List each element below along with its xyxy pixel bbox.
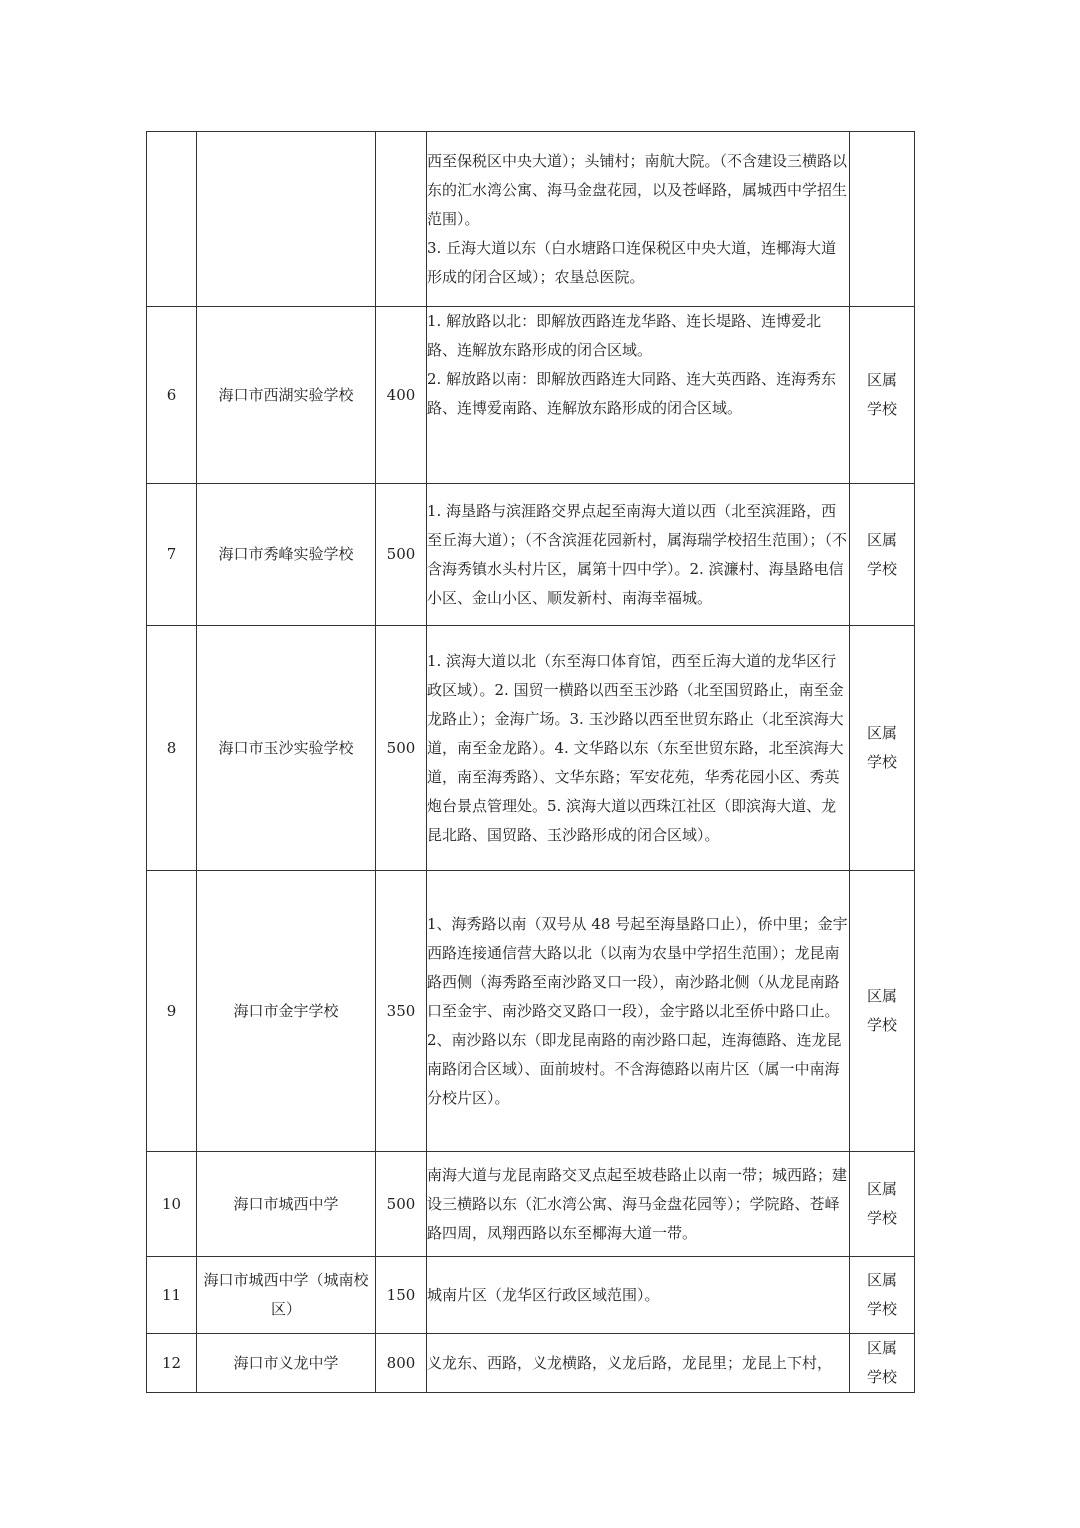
- school-name: [197, 1152, 376, 1257]
- enrollment-area: [427, 1152, 850, 1257]
- table-row: [147, 626, 915, 871]
- row-number: 9: [147, 871, 197, 1152]
- enrollment-count: 500: [376, 626, 427, 871]
- school-type: [850, 1334, 915, 1393]
- school-type: [850, 871, 915, 1152]
- area-paragraph: 义龙东、西路，义龙横路，义龙后路，龙昆里；龙昆上下村，: [427, 1353, 833, 1372]
- row-number: 12: [147, 1334, 197, 1393]
- area-paragraph: 西至保税区中央大道）；头铺村；南航大院。（不含建设三横路以东的汇水湾公寓、海马金盘花园，以及苍峄路，属城西中学招生范围）。: [427, 151, 848, 228]
- area-paragraph: 3. 丘海大道以东（白水塘路口连保税区中央大道，连椰海大道形成的闭合区域）；农垦总医院。: [427, 238, 837, 286]
- area-paragraph: 南海大道与龙昆南路交叉点起至坡巷路止以南一带；城西路；建设三横路以东（汇水湾公寓、海马金盘花园等）；学院路、苍峄路四周，凤翔西路以东至椰海大道一带。: [427, 1165, 848, 1242]
- school-type: [850, 484, 915, 626]
- enrollment-area: [427, 1257, 850, 1334]
- enrollment-count: 500: [376, 484, 427, 626]
- school-type: [850, 307, 915, 484]
- enrollment-count: 350: [376, 871, 427, 1152]
- enrollment-count: 800: [376, 1334, 427, 1393]
- school-name-text: 海口市城西中学: [233, 1194, 339, 1213]
- school-name-text: 海口市金宇学校: [233, 1001, 339, 1020]
- school-type-text: 区属学校: [866, 371, 897, 418]
- school-type-text: 区属学校: [866, 1180, 897, 1227]
- table-row: [147, 1152, 915, 1257]
- enrollment-area: [427, 626, 850, 871]
- area-paragraph: 1、海秀路以南（双号从 48 号起至海垦路口止），侨中里；金宇西路连接通信营大路以北（以南为农垦中学招生范围）；龙昆南路西侧（海秀路至南沙路叉口一段），南沙路北侧（从龙昆南路口至金宇、南沙路交叉路口一段），金宇路以北至侨中路口止。: [427, 914, 848, 1020]
- area-paragraph: 1. 滨海大道以北（东至海口体育馆，西至丘海大道的龙华区行政区域）。2. 国贸一横路以西至玉沙路（北至国贸路止，南至金龙路止）；金海广场。3. 玉沙路以西至世贸东路止（北至滨海大道，南至金龙路）。4. 文华路以东（东至世贸东路，北至滨海大道，南至海秀路）、文华东路；军安花苑，华秀花园小区、秀英炮台景点管理处。5. 滨海大道以西珠江社区（即滨海大道、龙昆北路、国贸路、玉沙路形成的闭合区域）。: [427, 651, 844, 844]
- school-name: [197, 484, 376, 626]
- enrollment-area: [427, 484, 850, 626]
- area-paragraph: 2. 解放路以南：即解放西路连大同路、连大英西路、连海秀东路、连博爱南路、连解放东路形成的闭合区域。: [427, 370, 837, 417]
- table-row: [147, 132, 915, 307]
- row-number: [147, 132, 197, 307]
- school-type: [850, 132, 915, 307]
- row-number: 11: [147, 1257, 197, 1334]
- table-row: [147, 1257, 915, 1334]
- table-row: [147, 1334, 915, 1393]
- school-name-text: 海口市城西中学（城南校区）: [203, 1271, 369, 1318]
- table-row: [147, 871, 915, 1152]
- school-name-text: 海口市西湖实验学校: [218, 385, 354, 404]
- school-type: [850, 626, 915, 871]
- school-name: [197, 871, 376, 1152]
- school-type: [850, 1152, 915, 1257]
- school-type-text: 区属学校: [866, 530, 897, 578]
- table-row: [147, 307, 915, 484]
- enrollment-area: [427, 871, 850, 1152]
- enrollment-count: 500: [376, 1152, 427, 1257]
- area-paragraph: 1. 解放路以北：即解放西路连龙华路、连长堤路、连博爱北路、连解放东路形成的闭合区域。: [427, 312, 822, 359]
- row-number: 7: [147, 484, 197, 626]
- area-paragraph: 2、南沙路以东（即龙昆南路的南沙路口起，连海德路、连龙昆南路闭合区域）、面前坡村。不含海德路以南片区（属一中南海分校片区）。: [427, 1030, 842, 1107]
- school-name: [197, 307, 376, 484]
- enrollment-area: [427, 132, 850, 307]
- row-number: 6: [147, 307, 197, 484]
- enrollment-count: 150: [376, 1257, 427, 1334]
- school-name-text: 海口市玉沙实验学校: [218, 738, 354, 757]
- school-type-text: 区属学校: [866, 724, 897, 771]
- school-type-text: 区属学校: [866, 1339, 897, 1386]
- area-paragraph: 城南片区（龙华区行政区域范围）。: [427, 1285, 660, 1304]
- row-number: 8: [147, 626, 197, 871]
- school-type-text: 区属学校: [866, 987, 897, 1034]
- enrollment-count: 400: [376, 307, 427, 484]
- school-name: [197, 626, 376, 871]
- area-paragraph: 1. 海垦路与滨涯路交界点起至南海大道以西（北至滨涯路，西至丘海大道）；（不含滨涯花园新村，属海瑞学校招生范围）；（不含海秀镇水头村片区，属第十四中学）。2. 滨濂村、海垦路电信小区、金山小区、顺发新村、南海幸福城。: [427, 501, 848, 607]
- enrollment-area: [427, 1334, 850, 1393]
- row-number: 10: [147, 1152, 197, 1257]
- school-type: [850, 1257, 915, 1334]
- enrollment-count: [376, 132, 427, 307]
- enrollment-area: [427, 307, 850, 484]
- school-name: [197, 1334, 376, 1393]
- school-name: [197, 1257, 376, 1334]
- table-row: [147, 484, 915, 626]
- school-name-text: 海口市义龙中学: [233, 1353, 339, 1372]
- school-name: [197, 132, 376, 307]
- school-name-text: 海口市秀峰实验学校: [218, 545, 354, 563]
- school-type-text: 区属学校: [866, 1271, 897, 1318]
- enrollment-table: [146, 131, 915, 1393]
